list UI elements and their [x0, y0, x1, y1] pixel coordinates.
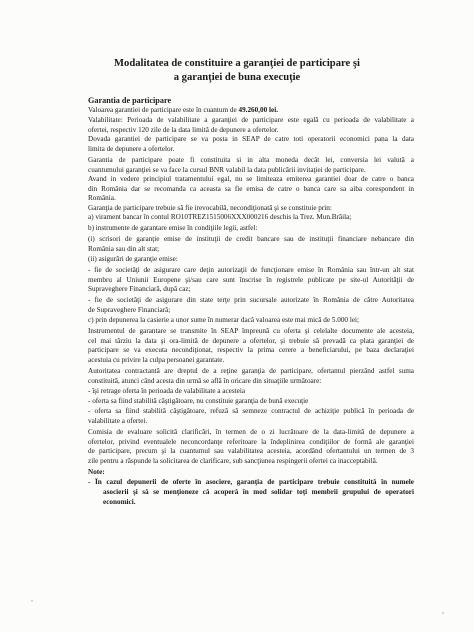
- body-line: ofertei, respectiv 120 zile de la data limită de depunere a ofertelor.: [88, 125, 279, 134]
- body-line: - oferta sa fiind stabilită câştigătoare, nu constituie garanţia de bună execuţie: [88, 397, 309, 405]
- body-line: - îşi retrage oferta în perioada de valabilitate a acesteia: [88, 387, 246, 395]
- body-line: limita de depunere a ofertelor.: [88, 144, 175, 153]
- body-line: România.: [88, 194, 116, 202]
- body-line: Instrumentul de garantare se transmite în SEAP împreună cu oferta şi celelalte documente ale acesteia,: [88, 327, 414, 335]
- body-line: România sau din alt stat;: [88, 244, 160, 253]
- body-line: Garantia de participare poate fi constituita si in alta moneda decât lei, conversia lei valută a: [88, 156, 414, 164]
- note-label: Note:: [88, 468, 105, 476]
- body-line: acestuia cu privire la culpa persoanei garantate.: [88, 355, 225, 364]
- document-title-line-1: Modalitatea de constituire a garanţiei de participare şi: [114, 58, 360, 69]
- body-line: Valabilitate: Perioada de valabilitate a garanţiei de participare este egală cu perioada de valabilitate a: [88, 116, 414, 124]
- body-line: cel mai târziu la data şi ora-limită de depunere a ofertelor, şi trebuie să prevadă ca plata garanţiei de: [88, 336, 414, 345]
- body-line: Garanţia de participare trebuie să fie irevocabilă, necondiţionată şi se constituie prin:: [88, 203, 332, 212]
- body-line: - fie de societăţi de asigurare care deţin autorizaţii de funcţionare emise în România sau într-un alt stat: [88, 266, 414, 274]
- body-line: Comisia de evaluare solicită clarificări, în termen de o zi lucrătoare de la data-limită de depunere a: [88, 428, 414, 436]
- document-title-line-2: a garanţiei de buna execuţie: [173, 72, 301, 83]
- body-line: de participare, precum şi la cuantumul sau valabilitatea acesteia, acordând ofertantului un termen de 3: [88, 447, 414, 455]
- body-line: constituită, atunci când acesta din urmă se află în oricare din situaţiile următoare:: [88, 376, 322, 385]
- body-line: valabilitate a ofertei.: [88, 416, 148, 425]
- note-line-3: economici.: [103, 498, 136, 506]
- scan-speck: [442, 612, 444, 614]
- body-line: (i) scrisori de garanţie emise de instituţii de credit bancare sau de instituţii financiare nebancare din: [88, 235, 414, 243]
- body-line: ofertelor, privind eventualele neconcordanţe referitoare la îndeplinirea condiţiilor de formă ale garanţiei: [88, 437, 414, 446]
- body-line: zile pentru a răspunde la solicitarea de clarificare, sub sancţiunea respingerii ofertei ca inacceptabilă.: [88, 456, 378, 465]
- body-line: membru al Uniunii Europene şi/sau care sunt înscrise în registrele publicate pe site-ul Autorităţii de: [88, 275, 414, 284]
- note-line-1: - În cazul depunerii de oferte în asociere, garanţia de participare trebuie constituită în numele: [88, 478, 414, 486]
- body-line: - fie de societăţi de asigurare din state terţe prin sucursale autorizate în România de către Autoritatea: [88, 296, 414, 304]
- body-line: b) instrumente de garantare emise în condiţiile legii, astfel:: [88, 224, 258, 232]
- body-line: Avand in vedere principiul tratamentului egal, nu se limiteaza emiterea garantiei doar de catre o banca: [88, 175, 414, 183]
- body-line: din România dar se recomanda ca aceasta sa fie emisa de catre o banca care sa aiba corespondent in: [88, 184, 414, 193]
- note-line-2: asocierii şi să se menţioneze că acoperă în mod solidar toţi membrii grupului de operatori: [103, 488, 414, 496]
- scan-speck: [31, 600, 33, 602]
- amount-line: [88, 106, 414, 115]
- section-heading: Garantia de participare: [88, 96, 172, 105]
- amount-prefix: Valoarea garantiei de participare este în cuantum de: [88, 106, 239, 114]
- body-line: de Supraveghere Financiară;: [88, 305, 171, 314]
- body-line: - oferta sa fiind stabilită câştigătoare, refuză să semneze contractul de achiziţie publică în perioada de: [88, 407, 414, 415]
- body-line: a) virament bancar în contul RO10TREZ1515006XXX000216 deschis la Trez. Mun.Brăila;: [88, 213, 352, 221]
- body-line: (ii) asigurări de garanţie emise:: [88, 255, 178, 263]
- body-line: participare se va executa necondiţionat, respectiv la prima cerere a beneficiarului, pe baza declaraţiei: [88, 346, 414, 354]
- amount-value: 49.260,00 lei.: [238, 106, 278, 114]
- body-line: cuantumului garanţiei se va face la cursul BNR valabil la data publicării invitaţiei de participare.: [88, 165, 366, 174]
- body-line: c) prin depunerea la casierie a unor sume în numerar dacă valoarea este mai mică de 5.000 lei;: [88, 316, 360, 324]
- body-line: Autoritatea contractantă are dreptul de a reţine garanţia de participare, ofertantul pierzând astfel suma: [88, 367, 414, 375]
- body-line: Dovada garantiei de participare se va posta in SEAP de catre toti operatorii economici pana la data: [88, 135, 414, 143]
- body-line: Supraveghere Financiară, după caz;: [88, 285, 191, 293]
